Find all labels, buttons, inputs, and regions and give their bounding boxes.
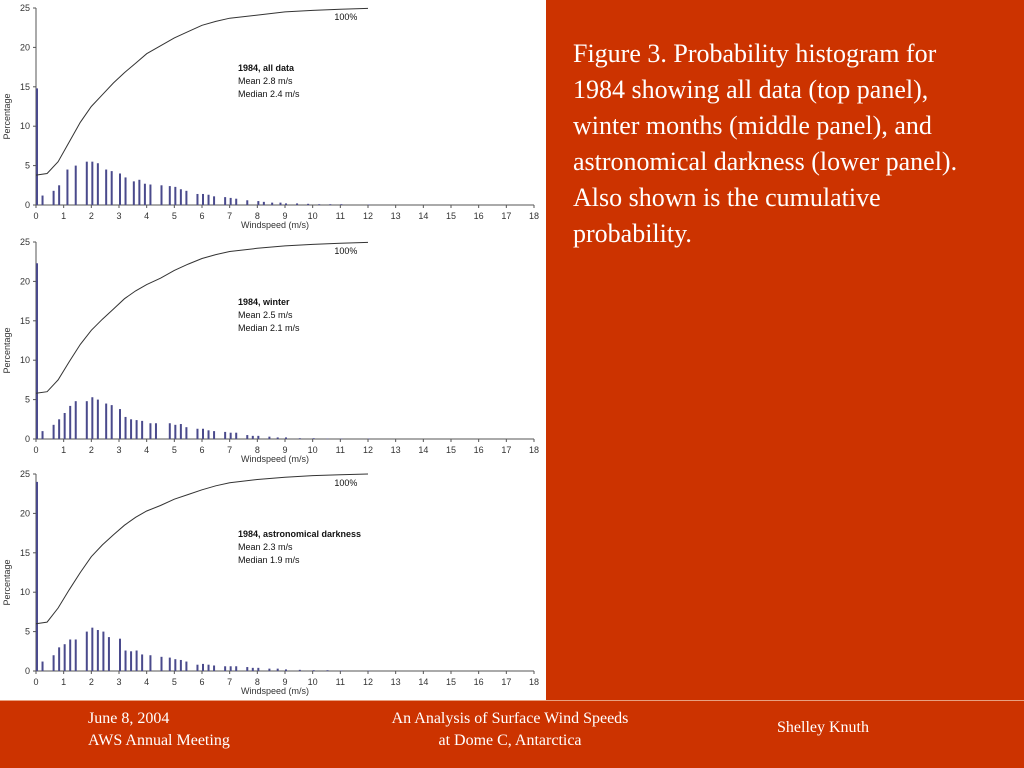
histogram-bar: [368, 671, 370, 672]
histogram-bar: [252, 668, 254, 671]
histogram-bar: [105, 404, 107, 439]
x-tick-label: 15: [445, 677, 457, 687]
x-tick-label: 14: [418, 445, 429, 455]
histogram-bar: [180, 660, 182, 671]
x-tick-label: 17: [501, 445, 512, 455]
histogram-bar: [119, 173, 121, 205]
x-axis-label: Windspeed (m/s): [240, 220, 310, 230]
histogram-bar: [196, 429, 198, 439]
x-tick-label: 7: [227, 445, 233, 455]
histogram-bar: [141, 421, 143, 439]
histogram-bar: [230, 433, 232, 439]
histogram-bar: [196, 665, 198, 671]
histogram-all-data: [0, 0, 546, 232]
x-tick-label: 6: [199, 211, 205, 221]
histogram-bar: [86, 162, 88, 205]
histogram-bar: [285, 203, 287, 205]
x-tick-label: 6: [199, 677, 205, 687]
histogram-bar: [185, 427, 187, 439]
histogram-bar: [130, 419, 132, 439]
histogram-bar: [340, 439, 342, 440]
x-tick-label: 2: [88, 445, 94, 455]
annotation-title: 1984, winter: [237, 297, 290, 307]
histogram-bar: [246, 435, 248, 439]
histogram-bar: [213, 665, 215, 671]
x-tick-label: 9: [282, 211, 288, 221]
histogram-bar: [58, 419, 60, 439]
x-tick-label: 8: [254, 677, 260, 687]
histogram-bar: [271, 203, 273, 205]
x-tick-label: 2: [88, 211, 94, 221]
histogram-bar: [86, 401, 88, 439]
x-tick-label: 4: [144, 445, 150, 455]
histogram-bar: [224, 666, 226, 671]
histogram-bar: [102, 632, 104, 671]
footer-title-line2: at Dome C, Antarctica: [438, 732, 582, 749]
percent-label: 100%: [334, 246, 358, 256]
histogram-bar: [235, 199, 237, 205]
histogram-bar: [149, 423, 151, 439]
x-tick-label: 12: [362, 445, 374, 455]
histogram-bar: [161, 657, 163, 671]
histogram-bar: [111, 171, 113, 205]
x-tick-label: 13: [390, 445, 401, 455]
histogram-bar: [180, 189, 182, 205]
histogram-bar: [230, 198, 232, 205]
histogram-bar: [180, 424, 182, 439]
histogram-bar: [119, 639, 121, 671]
x-tick-label: 0: [33, 677, 39, 687]
x-tick-label: 18: [528, 445, 540, 455]
annotation-title: 1984, astronomical darkness: [237, 529, 362, 539]
histogram-bar: [155, 423, 157, 439]
x-tick-label: 17: [501, 677, 512, 687]
histogram-bar: [42, 662, 44, 671]
histogram-bar: [108, 637, 110, 671]
annotation-line: Mean 2.5 m/s: [237, 310, 293, 320]
histogram-bar: [299, 670, 301, 671]
x-tick-label: 12: [362, 677, 374, 687]
x-tick-label: 1: [61, 677, 67, 687]
y-tick-label: 20: [19, 276, 30, 287]
histogram-bar: [340, 671, 342, 672]
histogram-bar: [213, 431, 215, 439]
x-tick-label: 16: [473, 445, 484, 455]
histogram-bar: [125, 417, 127, 439]
x-tick-label: 1: [61, 445, 67, 455]
x-tick-label: 13: [390, 677, 401, 687]
annotation-line: Median 2.4 m/s: [237, 89, 300, 99]
histogram-bar: [174, 187, 176, 205]
x-tick-label: 10: [307, 211, 318, 221]
annotation-line: Mean 2.8 m/s: [237, 76, 293, 86]
x-tick-label: 8: [254, 211, 260, 221]
y-tick-label: 10: [19, 121, 30, 132]
x-tick-label: 16: [473, 677, 484, 687]
histogram-bar: [149, 655, 151, 671]
y-tick-label: 5: [24, 626, 30, 637]
histogram-bar: [185, 191, 187, 205]
annotation-line: Mean 2.3 m/s: [237, 542, 293, 552]
histogram-bar: [69, 406, 71, 439]
histogram-bar: [53, 655, 55, 671]
x-tick-label: 10: [307, 677, 318, 687]
histogram-bar: [169, 186, 171, 205]
footer-presentation-title: [340, 708, 680, 752]
x-tick-label: 9: [282, 677, 288, 687]
cumulative-line: [36, 242, 368, 393]
x-tick-label: 11: [335, 677, 346, 687]
histogram-bar: [141, 654, 143, 671]
x-tick-label: 7: [227, 211, 233, 221]
histogram-bar: [285, 669, 287, 671]
histogram-bar: [161, 185, 163, 205]
histogram-bar: [97, 163, 99, 205]
histogram-bar: [313, 438, 315, 439]
annotation-line: Median 1.9 m/s: [237, 555, 300, 565]
y-tick-label: 15: [19, 547, 30, 558]
histogram-bar: [42, 196, 44, 205]
annotation-line: Median 2.1 m/s: [237, 323, 300, 333]
histogram-bar: [130, 651, 132, 671]
footer-title-line1: An Analysis of Surface Wind Speeds: [391, 710, 629, 727]
histogram-bar: [91, 397, 93, 439]
x-tick-label: 13: [390, 211, 401, 221]
y-tick-label: 25: [19, 469, 30, 479]
x-tick-label: 10: [307, 445, 318, 455]
histogram-bar: [133, 181, 135, 205]
x-tick-label: 9: [282, 445, 288, 455]
histogram-bar: [138, 180, 140, 205]
y-axis-label: Percentage: [2, 327, 12, 374]
x-tick-label: 4: [144, 677, 150, 687]
histogram-bar: [257, 668, 259, 671]
histogram-bar: [196, 194, 198, 205]
histogram-bar: [327, 670, 329, 671]
histogram-astronomical-darkness: [0, 466, 546, 698]
histogram-bar: [246, 667, 248, 671]
histogram-bar: [97, 630, 99, 671]
histogram-bar: [279, 203, 281, 205]
x-axis-label: Windspeed (m/s): [240, 454, 310, 464]
histogram-bar: [185, 662, 187, 671]
histogram-bar: [268, 437, 270, 439]
x-tick-label: 14: [418, 211, 429, 221]
histogram-bar: [202, 194, 204, 205]
footer-divider: [0, 700, 1024, 701]
y-tick-label: 10: [19, 355, 30, 366]
footer-date: June 8, 2004: [88, 710, 170, 727]
y-tick-label: 0: [24, 434, 30, 444]
y-tick-label: 15: [19, 315, 30, 326]
x-tick-label: 14: [418, 677, 429, 687]
histogram-bar: [257, 436, 259, 439]
histogram-bar: [136, 651, 138, 671]
percent-label: 100%: [334, 12, 358, 22]
footer-meeting: AWS Annual Meeting: [88, 732, 230, 749]
histogram-bar: [252, 436, 254, 439]
histogram-bar: [144, 184, 146, 205]
annotation-title: 1984, all data: [237, 63, 295, 73]
x-tick-label: 11: [335, 445, 346, 455]
x-tick-label: 6: [199, 445, 205, 455]
figure-panels: [0, 0, 546, 700]
histogram-bar: [224, 432, 226, 439]
histogram-bar: [327, 439, 329, 440]
histogram-bar: [86, 632, 88, 671]
histogram-bar: [58, 185, 60, 205]
x-tick-label: 5: [171, 677, 177, 687]
histogram-bar: [235, 666, 237, 671]
cumulative-line: [36, 8, 368, 175]
histogram-bar: [318, 204, 320, 205]
histogram-bar: [299, 438, 301, 439]
histogram-bar: [263, 202, 265, 205]
histogram-bar: [277, 437, 279, 439]
y-tick-label: 25: [19, 237, 30, 247]
histogram-bar: [268, 669, 270, 671]
histogram-bar: [119, 409, 121, 439]
x-axis-label: Windspeed (m/s): [240, 686, 310, 696]
histogram-bar: [224, 197, 226, 205]
y-tick-label: 10: [19, 587, 30, 598]
footer-date-meeting: [88, 708, 230, 752]
histogram-bar: [75, 166, 77, 205]
histogram-bar: [235, 433, 237, 439]
histogram-bar: [69, 639, 71, 671]
x-tick-label: 15: [445, 211, 457, 221]
histogram-bar: [307, 204, 309, 205]
histogram-bar: [313, 670, 315, 671]
histogram-bar: [277, 669, 279, 671]
x-tick-label: 18: [528, 677, 540, 687]
histogram-bar: [91, 162, 93, 205]
histogram-bar: [230, 666, 232, 671]
y-tick-label: 0: [24, 200, 30, 210]
y-tick-label: 25: [19, 3, 30, 13]
histogram-bar: [174, 659, 176, 671]
footer-author: Shelley Knuth: [777, 719, 869, 736]
histogram-bar: [105, 170, 107, 205]
histogram-bar: [64, 644, 66, 671]
x-tick-label: 5: [171, 445, 177, 455]
histogram-bar: [36, 482, 38, 671]
histogram-bar: [340, 204, 342, 205]
histogram-bar: [202, 429, 204, 439]
x-tick-label: 1: [61, 211, 67, 221]
x-tick-label: 0: [33, 445, 39, 455]
histogram-bar: [125, 177, 127, 205]
x-tick-label: 3: [116, 445, 122, 455]
x-tick-label: 16: [473, 211, 484, 221]
histogram-bar: [213, 196, 215, 205]
x-tick-label: 3: [116, 211, 122, 221]
histogram-bar: [208, 665, 210, 671]
histogram-bar: [64, 413, 66, 439]
histogram-bar: [202, 664, 204, 671]
histogram-bar: [368, 205, 370, 206]
x-tick-label: 4: [144, 211, 150, 221]
histogram-bar: [66, 170, 68, 205]
histogram-bar: [285, 437, 287, 439]
histogram-bar: [174, 425, 176, 439]
y-tick-label: 0: [24, 666, 30, 676]
x-tick-label: 17: [501, 211, 512, 221]
x-tick-label: 2: [88, 677, 94, 687]
x-tick-label: 15: [445, 445, 457, 455]
histogram-bar: [36, 263, 38, 439]
y-tick-label: 20: [19, 508, 30, 519]
histogram-bar: [125, 651, 127, 671]
x-tick-label: 3: [116, 677, 122, 687]
y-tick-label: 5: [24, 394, 30, 405]
histogram-bar: [36, 88, 38, 205]
histogram-bar: [149, 185, 151, 205]
y-tick-label: 15: [19, 81, 30, 92]
cumulative-line: [36, 474, 368, 624]
histogram-bar: [208, 195, 210, 205]
x-tick-label: 11: [335, 211, 346, 221]
histogram-bar: [53, 425, 55, 439]
histogram-bar: [111, 405, 113, 439]
histogram-bar: [75, 639, 77, 671]
y-tick-label: 5: [24, 160, 30, 171]
histogram-bar: [169, 658, 171, 671]
histogram-bar: [136, 420, 138, 439]
histogram-bar: [75, 401, 77, 439]
percent-label: 100%: [334, 478, 358, 488]
histogram-bar: [246, 200, 248, 205]
histogram-bar: [208, 430, 210, 439]
x-tick-label: 12: [362, 211, 374, 221]
histogram-bar: [368, 439, 370, 440]
y-axis-label: Percentage: [2, 559, 12, 606]
y-tick-label: 20: [19, 42, 30, 53]
histogram-bar: [53, 191, 55, 205]
histogram-bar: [42, 431, 44, 439]
y-axis-label: Percentage: [2, 93, 12, 140]
histogram-bar: [257, 201, 259, 205]
histogram-winter: [0, 234, 546, 466]
figure-caption: Figure 3. Probability histogram for 1984 showing all data (top panel), winter months (middle panel), and astronomical darkness (lower panel). Also shown is the cumulative probability.: [573, 39, 958, 248]
histogram-bar: [169, 423, 171, 439]
x-tick-label: 8: [254, 445, 260, 455]
histogram-bar: [91, 628, 93, 671]
x-tick-label: 18: [528, 211, 540, 221]
x-tick-label: 0: [33, 211, 39, 221]
x-tick-label: 7: [227, 677, 233, 687]
x-tick-label: 5: [171, 211, 177, 221]
histogram-bar: [296, 203, 298, 205]
histogram-bar: [97, 400, 99, 439]
histogram-bar: [58, 647, 60, 671]
histogram-bar: [329, 204, 331, 205]
